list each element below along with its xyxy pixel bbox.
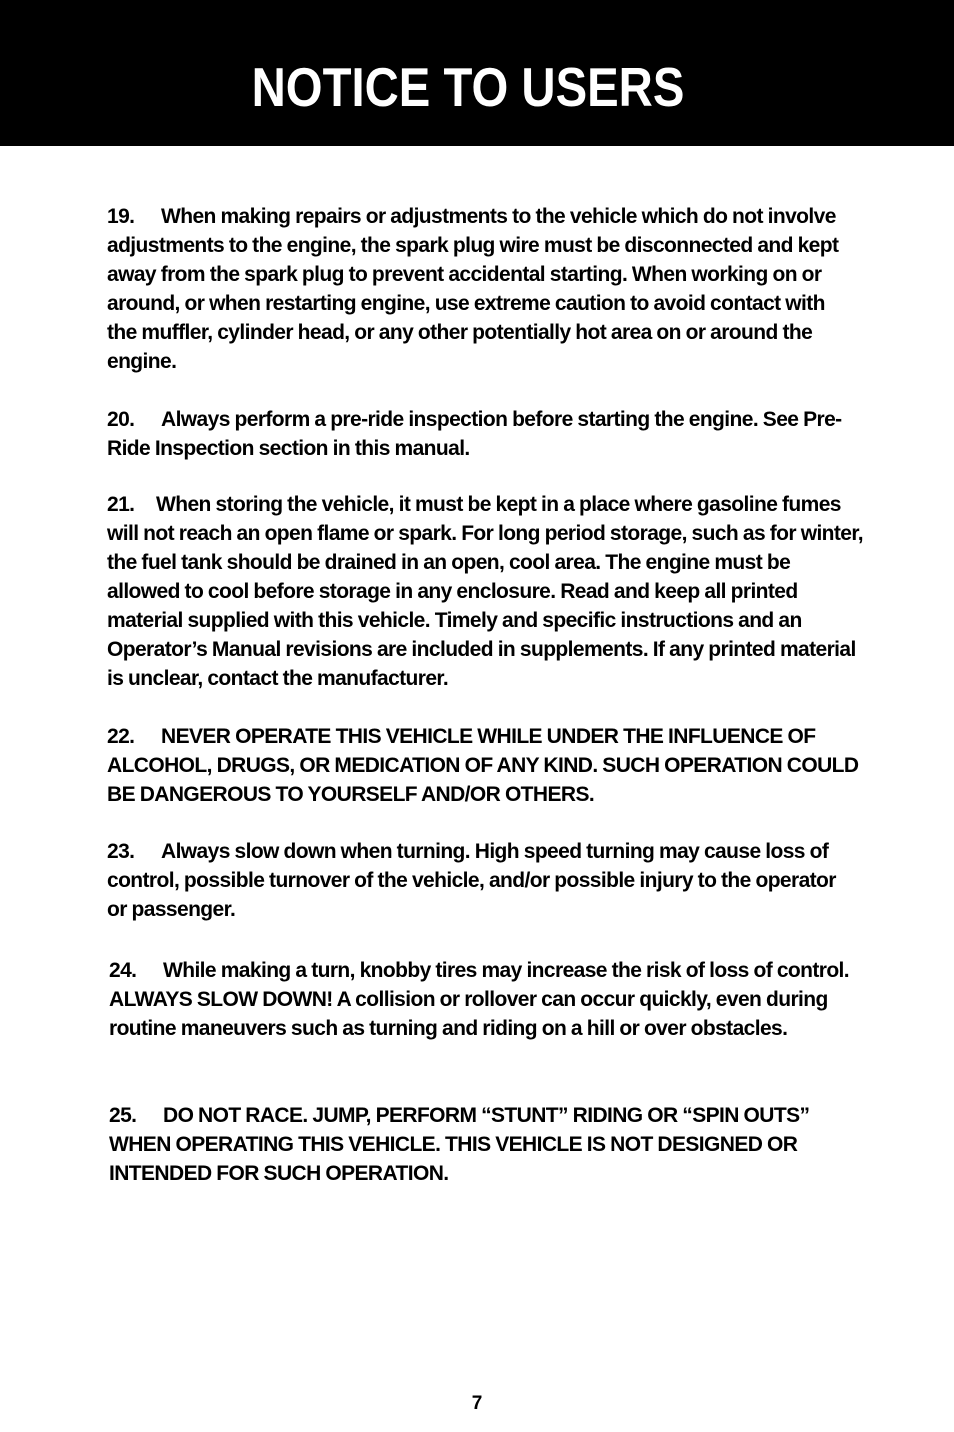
notice-number: 25. — [109, 1104, 137, 1127]
notice-number: 24. — [109, 959, 137, 982]
notice-item-22 — [107, 722, 867, 809]
notice-number: 21. — [107, 493, 135, 516]
page-number: 7 — [471, 1393, 483, 1414]
notice-item-24 — [109, 956, 869, 1043]
notice-text: When storing the vehicle, it must be kept in a place where gasoline fumes will not reach an open flame or spark. For long period storage, such as for winter, the fuel tank should be drained in an open, cool area. The engine must be allowed to cool before storage in any enclosure. Read and keep all printed material supplied with this vehicle. Timely and specific instructions and an Operator’s Manual revisions are included in supplements. If any printed material is unclear, contact the manufacturer. — [107, 493, 864, 690]
notice-text: Always perform a pre-ride inspection before starting the engine. See Pre-Ride Inspection section in this manual. — [107, 408, 842, 460]
notice-text: Always slow down when turning. High speed turning may cause loss of control, possible turnover of the vehicle, and/or possible injury to the operator or passenger. — [107, 840, 836, 921]
notice-item-21 — [107, 490, 867, 693]
header-band — [0, 0, 954, 146]
page-title: NOTICE TO USERS — [251, 56, 685, 118]
notice-text: When making repairs or adjustments to the vehicle which do not involve adjustments to the engine, the spark plug wire must be disconnected and kept away from the spark plug to prevent accidental starting. When working on or around, or when restarting engine, use extreme caution to avoid contact with the muffler, cylinder head, or any other potentially hot area on or around the engine. — [107, 205, 839, 373]
notice-text: NEVER OPERATE THIS VEHICLE WHILE UNDER THE INFLUENCE OF ALCOHOL, DRUGS, OR MEDICATION OF ANY KIND. SUCH OPERATION COULD BE DANGEROUS TO YOURSELF AND/OR OTHERS. — [107, 725, 859, 806]
notice-item-20 — [107, 405, 867, 463]
notice-number: 19. — [107, 205, 135, 228]
notice-number: 22. — [107, 725, 135, 748]
notice-number: 23. — [107, 840, 135, 863]
notice-text: While making a turn, knobby tires may increase the risk of loss of control. ALWAYS SLOW DOWN! A collision or rollover can occur quickly, even during routine maneuvers such as turning and riding on a hill or over obstacles. — [109, 959, 850, 1040]
notice-item-19 — [107, 202, 859, 376]
notice-number: 20. — [107, 408, 135, 431]
notice-item-23 — [107, 837, 859, 924]
notice-item-25 — [109, 1101, 869, 1188]
notice-text: DO NOT RACE. JUMP, PERFORM “STUNT” RIDING OR “SPIN OUTS” WHEN OPERATING THIS VEHICLE. THIS VEHICLE IS NOT DESIGNED OR INTENDED FOR SUCH OPERATION. — [109, 1104, 810, 1185]
